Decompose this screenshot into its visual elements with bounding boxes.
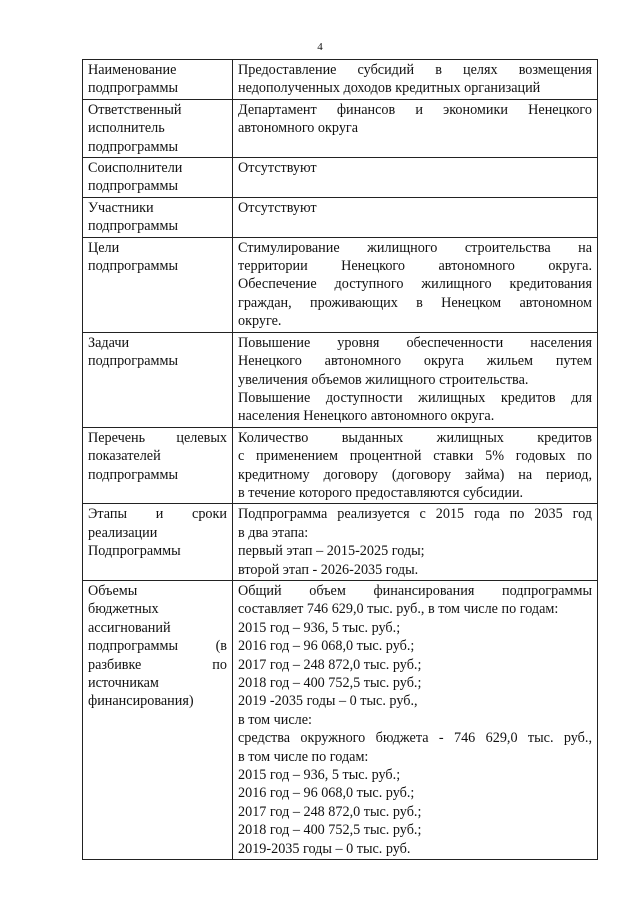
row-target-indicators [83, 427, 598, 504]
row-value-line: Департамент финансов и экономики Ненецкого [238, 101, 592, 118]
row-value-line: 2015 год – 936, 5 тыс. руб.; [238, 619, 401, 636]
row-label-line: подпрограммы [88, 353, 178, 370]
row-value-line: 2018 год – 400 752,5 тыс. руб.; [238, 675, 422, 691]
row-label-line: Этапы и сроки [88, 506, 227, 523]
row-value-line: Отсутствуют [238, 199, 317, 216]
row-label-line: подпрограммы [88, 138, 178, 155]
row-label-line: подпрограммы [88, 80, 178, 97]
row-label-cell [83, 197, 233, 237]
row-label-line: Объемы [88, 582, 138, 599]
row-value-line: Обеспечение доступного жилищного кредитования [238, 276, 592, 293]
row-value-line: с применением процентной ставки 5% годовых по [238, 448, 592, 465]
subprogram-passport-table [82, 59, 598, 860]
row-label-cell [83, 60, 233, 100]
row-label-line: исполнитель [88, 120, 165, 137]
row-label-line: финансирования) [88, 693, 194, 710]
row-label-line: подпрограммы [88, 178, 178, 195]
row-stages-and-terms [83, 504, 598, 581]
row-budget-allocations [83, 580, 598, 859]
row-label-cell [83, 332, 233, 427]
row-value-cell [233, 504, 598, 581]
row-value-cell [233, 580, 598, 859]
row-value-line: первый этап – 2015-2025 годы; [238, 543, 425, 560]
row-goals [83, 237, 598, 332]
row-value-cell [233, 427, 598, 504]
row-value-line: Подпрограмма реализуется с 2015 года по 2035 год [238, 506, 592, 523]
row-value-line: кредитному договору (договору займа) на период, [238, 466, 592, 483]
row-label-line: Соисполнители [88, 160, 183, 177]
row-co-executors [83, 158, 598, 198]
row-value-line: 2018 год – 400 752,5 тыс. руб.; [238, 822, 422, 839]
row-value-line: Отсутствуют [238, 160, 317, 177]
row-label-line: Цели [88, 239, 120, 256]
page-number: 4 [317, 41, 323, 53]
row-value-line: в два этапа: [238, 524, 309, 541]
row-label-line: Подпрограммы [88, 543, 181, 560]
row-value-line: 2019 -2035 годы – 0 тыс. руб., [238, 693, 418, 710]
row-value-line: недополученных доходов кредитных организаций [238, 80, 541, 97]
row-value-line: 2017 год – 248 872,0 тыс. руб.; [238, 803, 422, 820]
row-tasks [83, 332, 598, 427]
row-value-line: в том числе: [238, 711, 312, 728]
row-value-line: Ненецкого автономного округа жильем путем [238, 353, 592, 370]
row-value-line: второй этап - 2026-2035 годы. [238, 561, 419, 578]
row-label-line: подпрограммы (в [88, 638, 227, 655]
row-label-cell [83, 580, 233, 859]
row-value-line: Стимулирование жилищного строительства на [238, 239, 592, 256]
row-value-line: граждан, проживающих в Ненецком автономном [238, 294, 592, 311]
row-label-cell [83, 237, 233, 332]
row-label-line: Перечень целевых [88, 429, 227, 446]
row-value-line: округе. [238, 313, 282, 330]
row-label-cell [83, 158, 233, 198]
row-value-line: населения Ненецкого автономного округа. [238, 408, 495, 425]
row-label-line: источникам [88, 675, 159, 691]
row-label-line: показателей [88, 448, 161, 465]
row-label-line: реализации [88, 524, 158, 541]
row-value-cell [233, 197, 598, 237]
row-participants [83, 197, 598, 237]
row-value-line: 2019-2035 годы – 0 тыс. руб. [238, 840, 411, 857]
row-value-line: в течение которого предоставляются субсидии. [238, 484, 524, 501]
row-value-cell [233, 99, 598, 157]
row-value-line: Количество выданных жилищных кредитов [238, 429, 592, 446]
row-subprogram-name [83, 60, 598, 100]
row-value-line: Общий объем финансирования подпрограммы [238, 582, 592, 599]
row-value-cell [233, 237, 598, 332]
row-label-line: Задачи [88, 334, 130, 351]
row-label-line: бюджетных [88, 601, 159, 618]
row-value-line: 2016 год – 96 068,0 тыс. руб.; [238, 638, 415, 655]
row-value-line: автономного округа [238, 120, 359, 137]
row-value-cell [233, 332, 598, 427]
row-label-line: разбивке по [88, 656, 227, 673]
row-label-line: Ответственный [88, 101, 182, 118]
row-label-cell [83, 99, 233, 157]
row-label-line: подпрограммы [88, 466, 178, 483]
row-label-line: подпрограммы [88, 258, 178, 275]
row-value-line: в том числе по годам: [238, 748, 369, 765]
row-value-line: составляет 746 629,0 тыс. руб., в том числе по годам: [238, 601, 559, 618]
row-label-line: Участники [88, 199, 154, 216]
passport-table-body [83, 60, 598, 860]
row-value-line: Повышение уровня обеспеченности населения [238, 334, 592, 351]
row-value-line: увеличения объемов жилищного строительства. [238, 371, 529, 388]
row-value-line: 2017 год – 248 872,0 тыс. руб.; [238, 656, 422, 673]
row-value-line: 2016 год – 96 068,0 тыс. руб.; [238, 785, 415, 802]
row-label-cell [83, 427, 233, 504]
row-value-line: 2015 год – 936, 5 тыс. руб.; [238, 767, 401, 784]
row-label-cell [83, 504, 233, 581]
row-value-line: Предоставление субсидий в целях возмещения [238, 62, 592, 78]
row-value-line: территории Ненецкого автономного округа. [238, 258, 592, 275]
row-value-line: Повышение доступности жилищных кредитов для [238, 389, 592, 406]
row-label-line: Наименование [88, 62, 177, 78]
row-value-cell [233, 158, 598, 198]
row-label-line: подпрограммы [88, 218, 178, 235]
row-value-cell [233, 60, 598, 100]
row-value-line: средства окружного бюджета - 746 629,0 тыс. руб., [238, 730, 592, 747]
row-responsible-executor [83, 99, 598, 157]
row-label-line: ассигнований [88, 619, 171, 636]
